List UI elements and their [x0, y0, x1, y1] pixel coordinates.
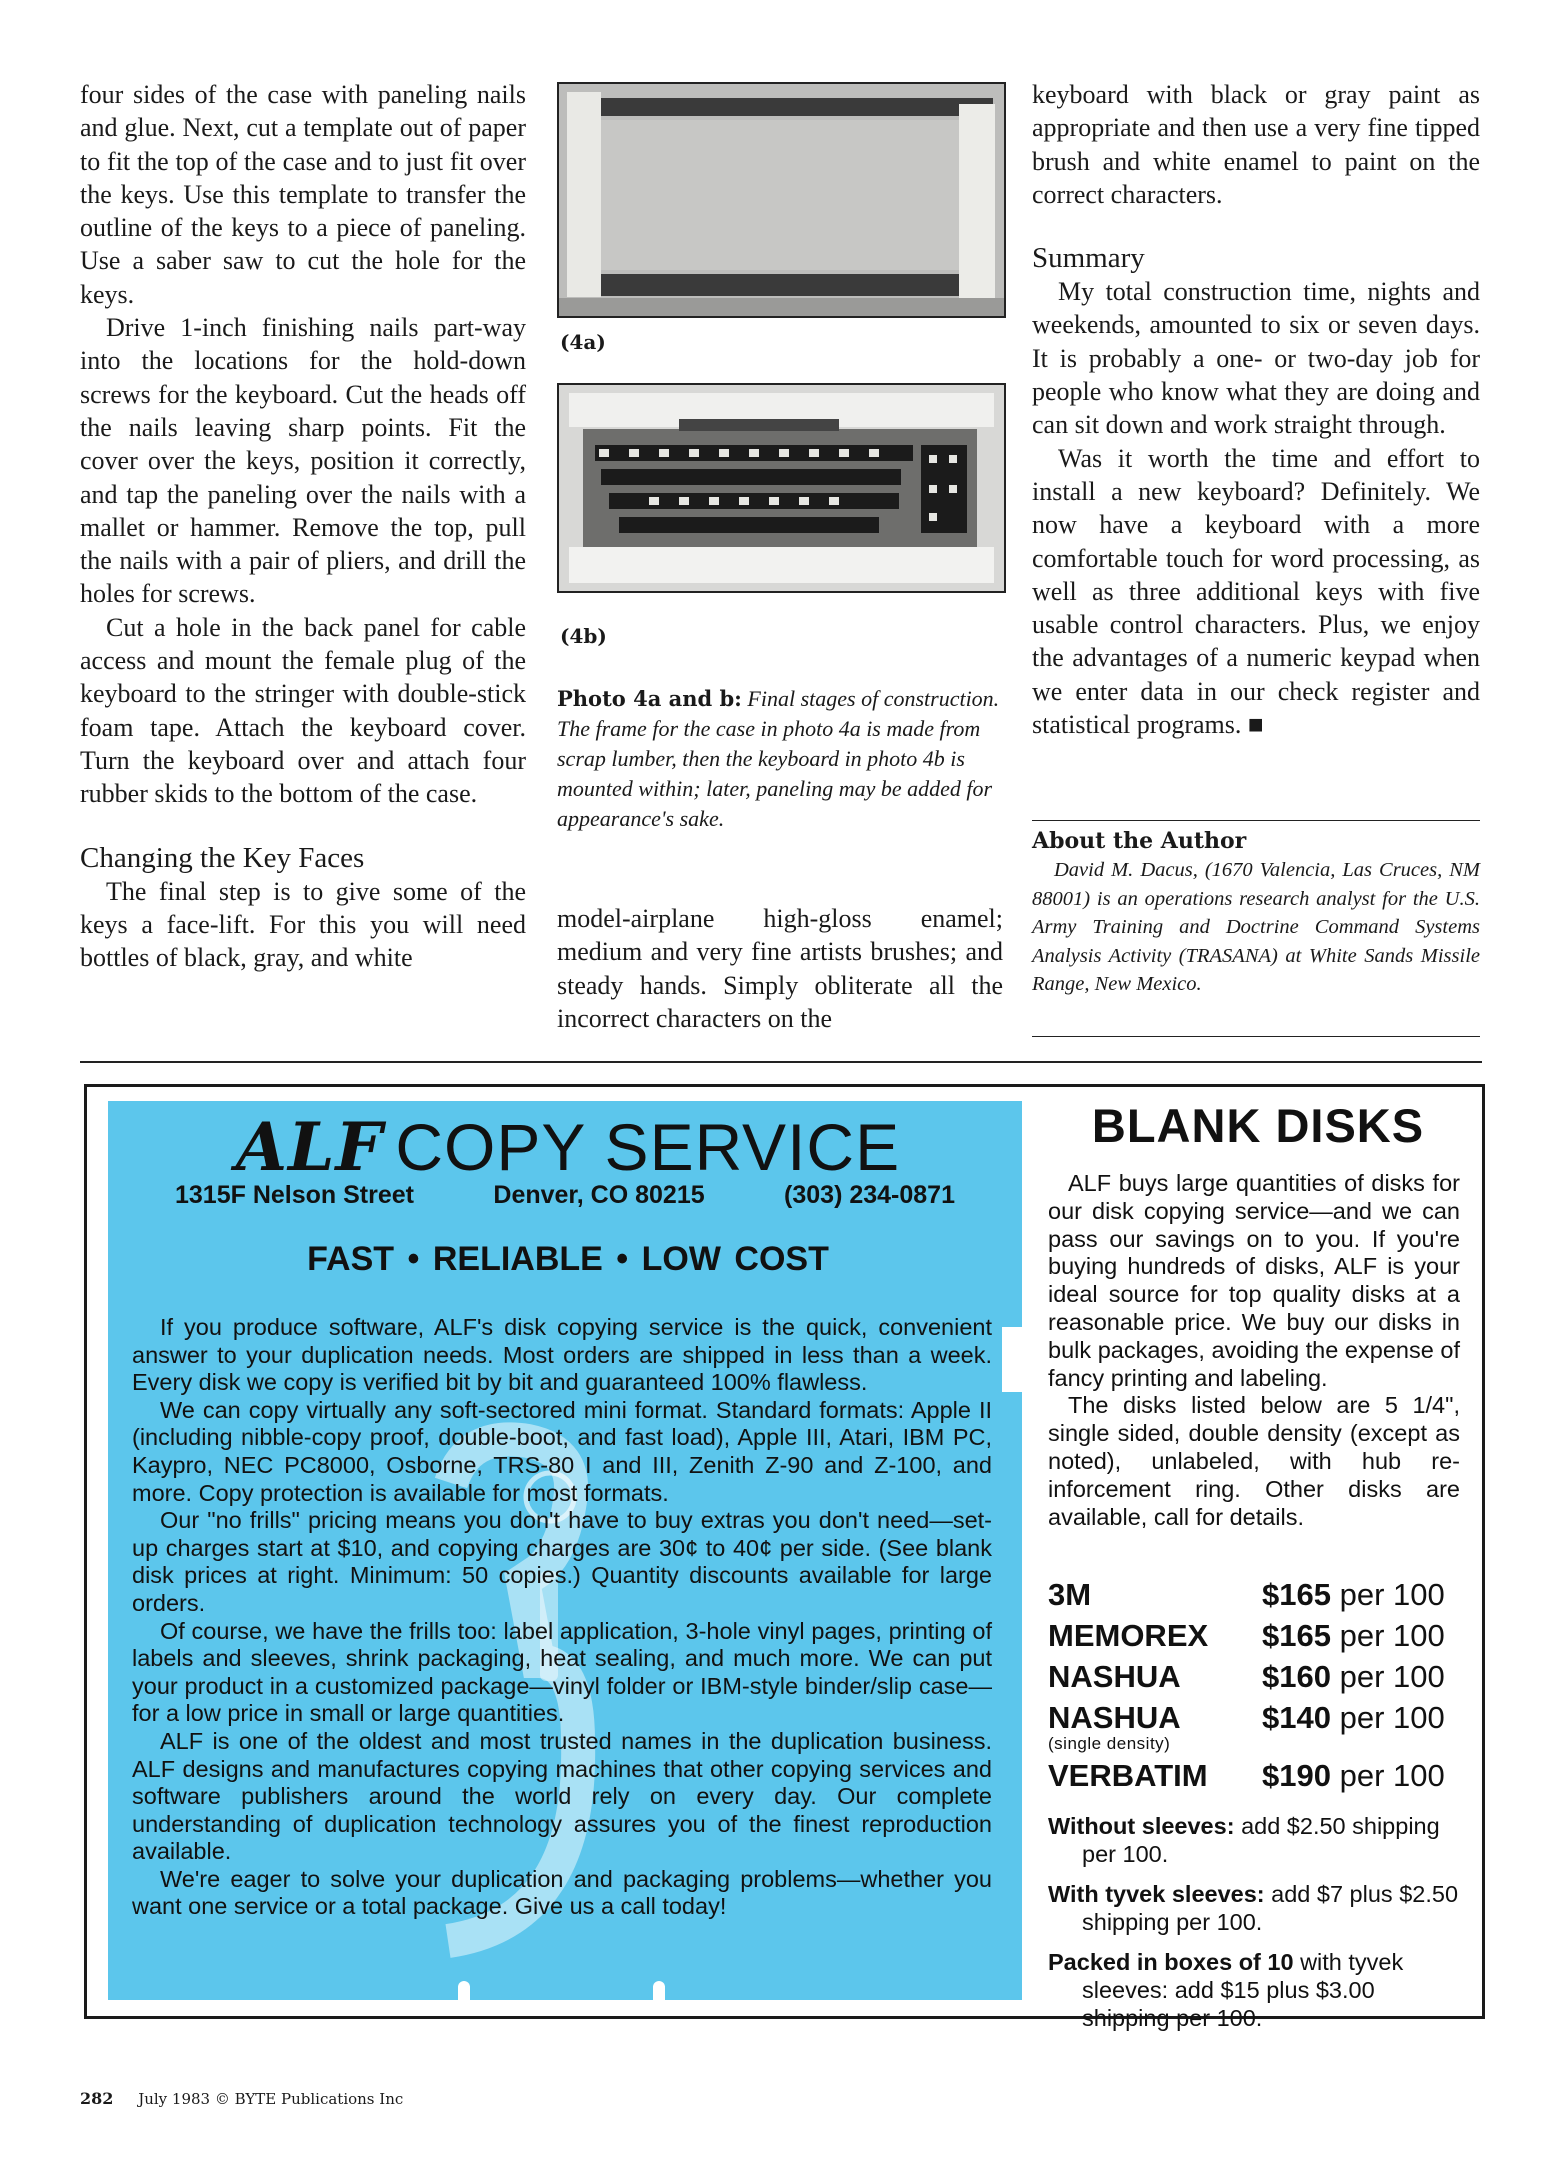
- article-paragraph: Cut a hole in the back panel for cable access and mount the female plug of the keyboard to the stringer with double-stick foam tape. Attach the keyboard cover. Turn the keyboard over and attach four rubber skids to the bottom of the case.: [80, 612, 526, 809]
- disk-paragraph: The disks listed below are 5 1/4", single sided, double density (except as noted), unlabeled, with hub re-inforcement ring. Other disks are available, call for details.: [1048, 1392, 1460, 1530]
- alf-paragraph: We're eager to solve your duplication and packaging problems—whether you want one service or a total package. Give us a call today!: [132, 1865, 992, 1920]
- alf-paragraph: We can copy virtually any soft-sectored mini format. Standard formats: Apple II (including nibble-copy proof, double-boot, and fast load), Apple III, Atari, IBM PC, Kaypro, NEC PC8000, Osborne, TRS-80 I and III, Zenith Z-90 and Z-100, and more. Copy protection is available for most formats.: [132, 1396, 992, 1506]
- alf-paragraph: Of course, we have the frills too: label application, 3-hole vinyl pages, printing of labels and sleeves, shrink packaging, heat sealing, and much more. We can put your product in a customized package—vinyl folder or IBM-style binder/slip case—for a low price in small or large quantities.: [132, 1617, 992, 1727]
- page-number: 282: [80, 2089, 114, 2108]
- brand-price: $165 per 100: [1262, 1577, 1445, 1612]
- about-heading: About the Author: [1032, 828, 1247, 854]
- article-column-1: [80, 78, 526, 974]
- blank-disks-description: [1048, 1170, 1460, 1531]
- alf-city: Denver, CO 80215: [493, 1181, 705, 1209]
- shipping-note: Without sleeves: add $2.50 shipping per 100.: [1048, 1813, 1440, 1867]
- brand-price: $190 per 100: [1262, 1758, 1445, 1793]
- article-paragraph-text: Was it worth the time and effort to install a new keyboard? Definitely. We now have a keyboard with a more comfortable touch for word processing, as well as three additional keys with five usable control characters. Plus, we enjoy the advantages of a numeric keypad when we enter data in our check register and statistical programs.: [1032, 443, 1480, 740]
- about-the-author: [1032, 826, 1480, 999]
- article-paragraph: model-airplane high-gloss enamel; medium and very fine artists brushes; and steady hands. Simply obliterate all the incorrect characters on the: [557, 904, 1003, 1033]
- photo-label-4b: (4b): [560, 624, 607, 648]
- panel-notch: [1002, 1327, 1022, 1392]
- article-paragraph: keyboard with black or gray paint as appropriate and then use a very fine tipped brush and white enamel to paint on the correct characters.: [1032, 80, 1480, 209]
- article-paragraph: My total construction time, nights and weekends, amounted to six or seven days. It is probably a one- or two-day job for people who know what they are doing and can sit down and work straight through.: [1032, 277, 1480, 440]
- brand-name: NASHUA (single density): [1048, 1701, 1262, 1753]
- article-paragraph: The final step is to give some of the keys a face-lift. For this you will need bottles of black, gray, and white: [80, 876, 526, 973]
- alf-tagline: FAST • RELIABLE • LOW COST: [307, 1240, 829, 1278]
- alf-paragraph: If you produce software, ALF's disk copying service is the quick, convenient answer to your duplication needs. Most orders are shipped in less than a week. Every disk we copy is verified bit by bit and guaranteed 100% flawless.: [132, 1314, 992, 1396]
- about-bottom-rule: [1032, 1036, 1480, 1037]
- price-row: [1048, 1619, 1468, 1660]
- shipping-notes: [1048, 1813, 1468, 2045]
- price-row: [1048, 1701, 1468, 1759]
- alf-service-name: COPY SERVICE: [395, 1110, 901, 1184]
- photo-4b-image: [559, 385, 1004, 591]
- disk-paragraph: ALF buys large quantities of disks for our disk copying service—and we can pass our savings on to you. If you're buying hundreds of disks, ALF is your ideal source for top quality disks at a reasonable price. We buy our disks in bulk packages, avoiding the expense of fancy printing and labeling.: [1048, 1170, 1460, 1391]
- price-row: [1048, 1578, 1468, 1619]
- caption-text: Final stages of construction. The frame for the case in photo 4a is made from scrap lumber, then the keyboard in photo 4b is mounted within; later, paneling may be added for appearance's sake.: [557, 686, 1000, 831]
- brand-price: $165 per 100: [1262, 1618, 1445, 1653]
- alf-street: 1315F Nelson Street: [175, 1181, 414, 1209]
- article-ad-divider: [80, 1061, 1482, 1063]
- brand-note: (single density): [1048, 1734, 1171, 1753]
- panel-notch: [653, 1981, 665, 2000]
- blank-disks-title: BLANK DISKS: [1091, 1099, 1425, 1152]
- article-paragraph: Drive 1-inch finishing nails part-way into the locations for the hold-down screws for the keyboard. Cut the heads off the nails leaving sharp points. Fit the cover over the keys, position it correctly, and tap the paneling over the nails with a mallet or hammer. Remove the top, pull the nails with a pair of pliers, and drill the holes for screws.: [80, 313, 526, 609]
- end-mark: ■: [1247, 710, 1264, 740]
- photo-caption: [557, 684, 1003, 834]
- photo-label-4a: (4a): [560, 330, 606, 354]
- photo-4a-case-frame: [557, 82, 1006, 318]
- article-column-2: [557, 902, 1003, 1035]
- brand-name: VERBATIM: [1048, 1758, 1208, 1793]
- panel-notch: [458, 1981, 470, 2000]
- brand-name: MEMOREX: [1048, 1618, 1209, 1653]
- article-column-3: [1032, 78, 1480, 741]
- page-footer: [80, 2089, 403, 2108]
- section-heading-summary: Summary: [1032, 242, 1145, 275]
- brand-price: $140 per 100: [1262, 1700, 1445, 1735]
- alf-body-copy: [132, 1314, 992, 1921]
- photo-4b-keyboard: [557, 383, 1006, 593]
- caption-lead: Photo 4a and b:: [557, 686, 742, 711]
- alf-logo: ALF: [235, 1108, 384, 1186]
- alf-phone: (303) 234-0871: [784, 1181, 955, 1209]
- shipping-note: With tyvek sleeves: add $7 plus $2.50 shipping per 100.: [1048, 1881, 1459, 1935]
- alf-contact-line: [175, 1181, 955, 1210]
- price-row: [1048, 1660, 1468, 1701]
- alf-paragraph: Our "no frills" pricing means you don't have to buy extras you don't need—set-up charges start at $10, and copying charges are 30¢ to 40¢ per side. (See blank disk prices at right. Minimum: 50 copies.) Quantity discounts available for large orders.: [132, 1507, 992, 1616]
- brand-name: 3M: [1048, 1577, 1092, 1612]
- photo-4a-image: [559, 84, 1004, 316]
- about-text: David M. Dacus, (1670 Valencia, Las Cruces, NM 88001) is an operations research analyst for the U.S. Army Training and Doctrine Command Systems Analysis Activity (TRASANA) at White Sands Missile Range, New Mexico.: [1032, 859, 1480, 995]
- disk-price-list: [1048, 1578, 1468, 1800]
- brand-name: NASHUA: [1048, 1659, 1181, 1694]
- alf-title: [118, 1107, 1018, 1187]
- section-heading-key-faces: Changing the Key Faces: [80, 841, 365, 874]
- alf-paragraph: ALF is one of the oldest and most trusted names in the duplication business. ALF designs and manufactures copying machines that other copying services and software publishers around the world rely on every day. Our complete understanding of duplication technology assures you of the finest reproduction available.: [132, 1727, 992, 1865]
- brand-price: $160 per 100: [1262, 1659, 1445, 1694]
- article-paragraph: four sides of the case with paneling nails and glue. Next, cut a template out of paper to fit the top of the case and to just fit over the keys. Use this template to transfer the outline of the keys to a piece of paneling. Use a saber saw to cut the hole for the keys.: [80, 80, 526, 309]
- shipping-note: Packed in boxes of 10 with tyvek sleeves: add $15 plus $3.00 shipping per 100.: [1048, 1949, 1404, 2031]
- issue-credit: July 1983 © BYTE Publications Inc: [138, 2090, 404, 2108]
- about-top-rule: [1032, 820, 1480, 821]
- price-row: [1048, 1759, 1468, 1800]
- article-paragraph: [1032, 442, 1480, 742]
